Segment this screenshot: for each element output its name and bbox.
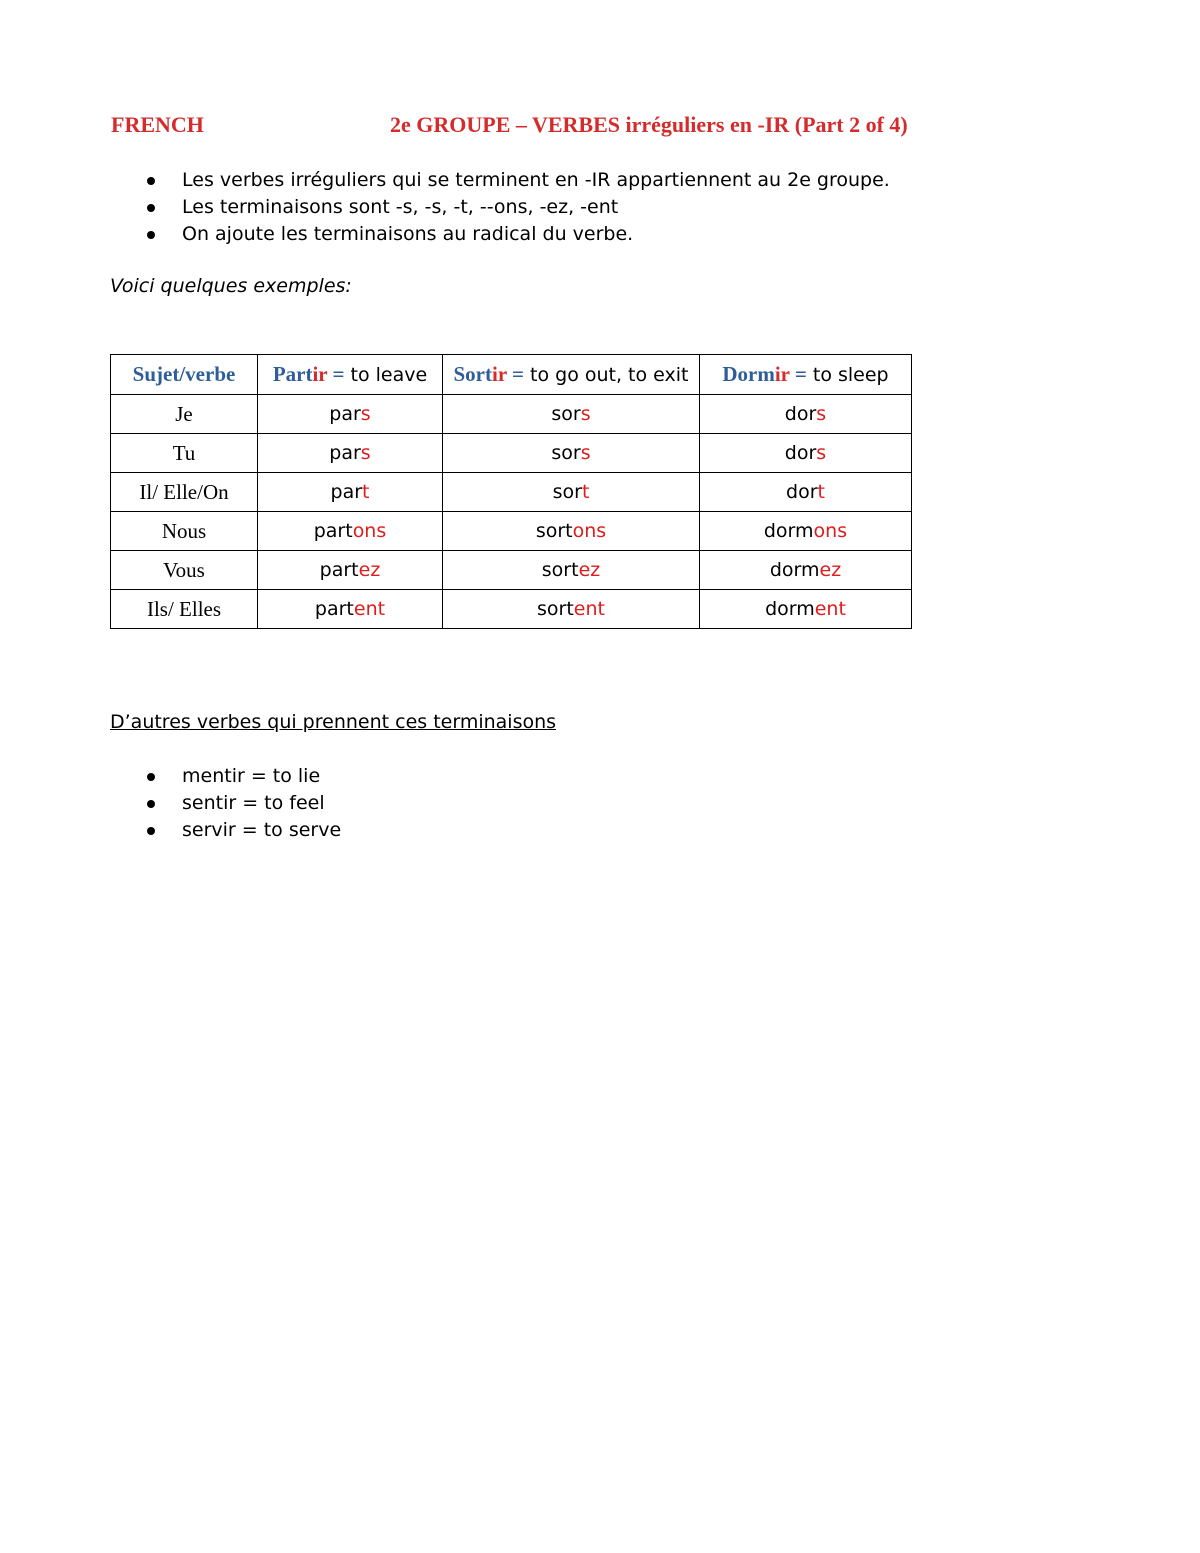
form-ending: s: [580, 442, 591, 464]
conjugation-table: [110, 354, 912, 629]
bullet-icon: [147, 800, 155, 808]
form-ending: ons: [813, 520, 848, 542]
form-ending: ons: [352, 520, 387, 542]
form-ending: ez: [358, 559, 381, 581]
other-verb-text: sentir = to feel: [182, 792, 325, 814]
form-stem: par: [329, 403, 361, 425]
form-cell: [443, 590, 700, 629]
bullet-icon: [147, 827, 155, 835]
rule-text: On ajoute les terminaisons au radical du verbe.: [182, 223, 634, 245]
bullet-icon: [147, 231, 155, 239]
list-item: [138, 221, 890, 248]
examples-intro: Voici quelques exemples:: [110, 275, 352, 297]
form-stem: par: [330, 481, 363, 503]
other-verb-text: mentir = to lie: [182, 765, 321, 787]
form-cell: [700, 473, 912, 512]
bullet-icon: [147, 773, 155, 781]
form-cell: [700, 551, 912, 590]
form-cell: [258, 473, 443, 512]
list-item: [138, 194, 890, 221]
rule-text: Les verbes irréguliers qui se terminent en -IR appartiennent au 2e groupe.: [182, 169, 890, 191]
form-ending: ent: [573, 598, 605, 620]
list-item: [138, 763, 341, 790]
form-stem: sort: [535, 520, 573, 542]
verb-ending: ir: [312, 362, 328, 386]
form-cell: [443, 434, 700, 473]
subject-cell: Tu: [111, 434, 258, 473]
form-cell: [443, 395, 700, 434]
verb-stem: Part: [272, 362, 313, 386]
table-row: [111, 551, 912, 590]
form-cell: [258, 551, 443, 590]
subject-label: FRENCH: [111, 112, 204, 137]
bullet-icon: [147, 177, 155, 185]
form-ending: ons: [572, 520, 607, 542]
verb-equals: =: [789, 362, 807, 386]
form-stem: dor: [784, 403, 817, 425]
form-cell: [443, 551, 700, 590]
other-verbs-list: [138, 763, 341, 844]
form-ending: ent: [353, 598, 386, 620]
verb-gloss: to leave: [344, 364, 428, 386]
form-stem: part: [313, 520, 353, 542]
form-ending: t: [362, 481, 370, 503]
form-ending: s: [580, 403, 591, 425]
form-stem: dor: [786, 481, 818, 503]
list-item: [138, 790, 341, 817]
corner-cell: [111, 355, 258, 395]
table-header-row: [111, 355, 912, 395]
form-cell: [258, 590, 443, 629]
form-stem: sort: [541, 559, 579, 581]
form-stem: sor: [551, 442, 581, 464]
form-stem: dorm: [765, 598, 815, 620]
form-ending: ez: [819, 559, 842, 581]
corner-label: Sujet/verbe: [132, 362, 236, 386]
form-cell: [258, 395, 443, 434]
form-cell: [700, 512, 912, 551]
form-ending: ez: [578, 559, 601, 581]
form-ending: t: [581, 481, 590, 503]
verb-header-sortir: [443, 355, 700, 395]
rules-list: [138, 167, 890, 248]
rule-text: Les terminaisons sont -s, -s, -t, --ons, -ez, -ent: [182, 196, 619, 218]
form-cell: [700, 434, 912, 473]
verb-stem: Dorm: [722, 362, 775, 386]
verb-equals: =: [506, 362, 524, 386]
form-stem: sort: [537, 598, 574, 620]
verb-ending: ir: [491, 362, 507, 386]
form-cell: [700, 395, 912, 434]
form-ending: s: [816, 442, 827, 464]
subject-cell: Je: [111, 395, 258, 434]
form-ending: t: [817, 481, 825, 503]
form-cell: [443, 473, 700, 512]
subject-cell: Vous: [111, 551, 258, 590]
bullet-icon: [147, 204, 155, 212]
other-verb-text: servir = to serve: [182, 819, 342, 841]
form-cell: [443, 512, 700, 551]
list-item: [138, 817, 341, 844]
verb-gloss: to sleep: [806, 364, 889, 386]
verb-header-partir: [258, 355, 443, 395]
form-stem: part: [319, 559, 359, 581]
form-cell: [700, 590, 912, 629]
table-row: [111, 395, 912, 434]
form-cell: [258, 512, 443, 551]
subject-cell: Il/ Elle/On: [111, 473, 258, 512]
form-ending: ent: [814, 598, 846, 620]
table-row: [111, 473, 912, 512]
other-verbs-heading: D’autres verbes qui prennent ces terminaisons: [110, 711, 557, 733]
verb-gloss: to go out, to exit: [523, 364, 689, 386]
list-item: [138, 167, 890, 194]
form-cell: [258, 434, 443, 473]
form-stem: dorm: [769, 559, 820, 581]
verb-equals: =: [327, 362, 345, 386]
form-ending: s: [360, 442, 371, 464]
verb-stem: Sort: [453, 362, 492, 386]
form-stem: part: [314, 598, 354, 620]
form-stem: dor: [784, 442, 817, 464]
form-ending: s: [816, 403, 827, 425]
table-row: [111, 590, 912, 629]
subject-cell: Ils/ Elles: [111, 590, 258, 629]
table-row: [111, 512, 912, 551]
verb-ending: ir: [774, 362, 790, 386]
form-stem: sor: [552, 481, 582, 503]
page-title: 2e GROUPE – VERBES irréguliers en -IR (Part 2 of 4): [390, 112, 908, 137]
form-stem: dorm: [763, 520, 814, 542]
subject-cell: Nous: [111, 512, 258, 551]
table-row: [111, 434, 912, 473]
form-ending: s: [360, 403, 371, 425]
form-stem: sor: [551, 403, 581, 425]
form-stem: par: [329, 442, 361, 464]
verb-header-dormir: [700, 355, 912, 395]
